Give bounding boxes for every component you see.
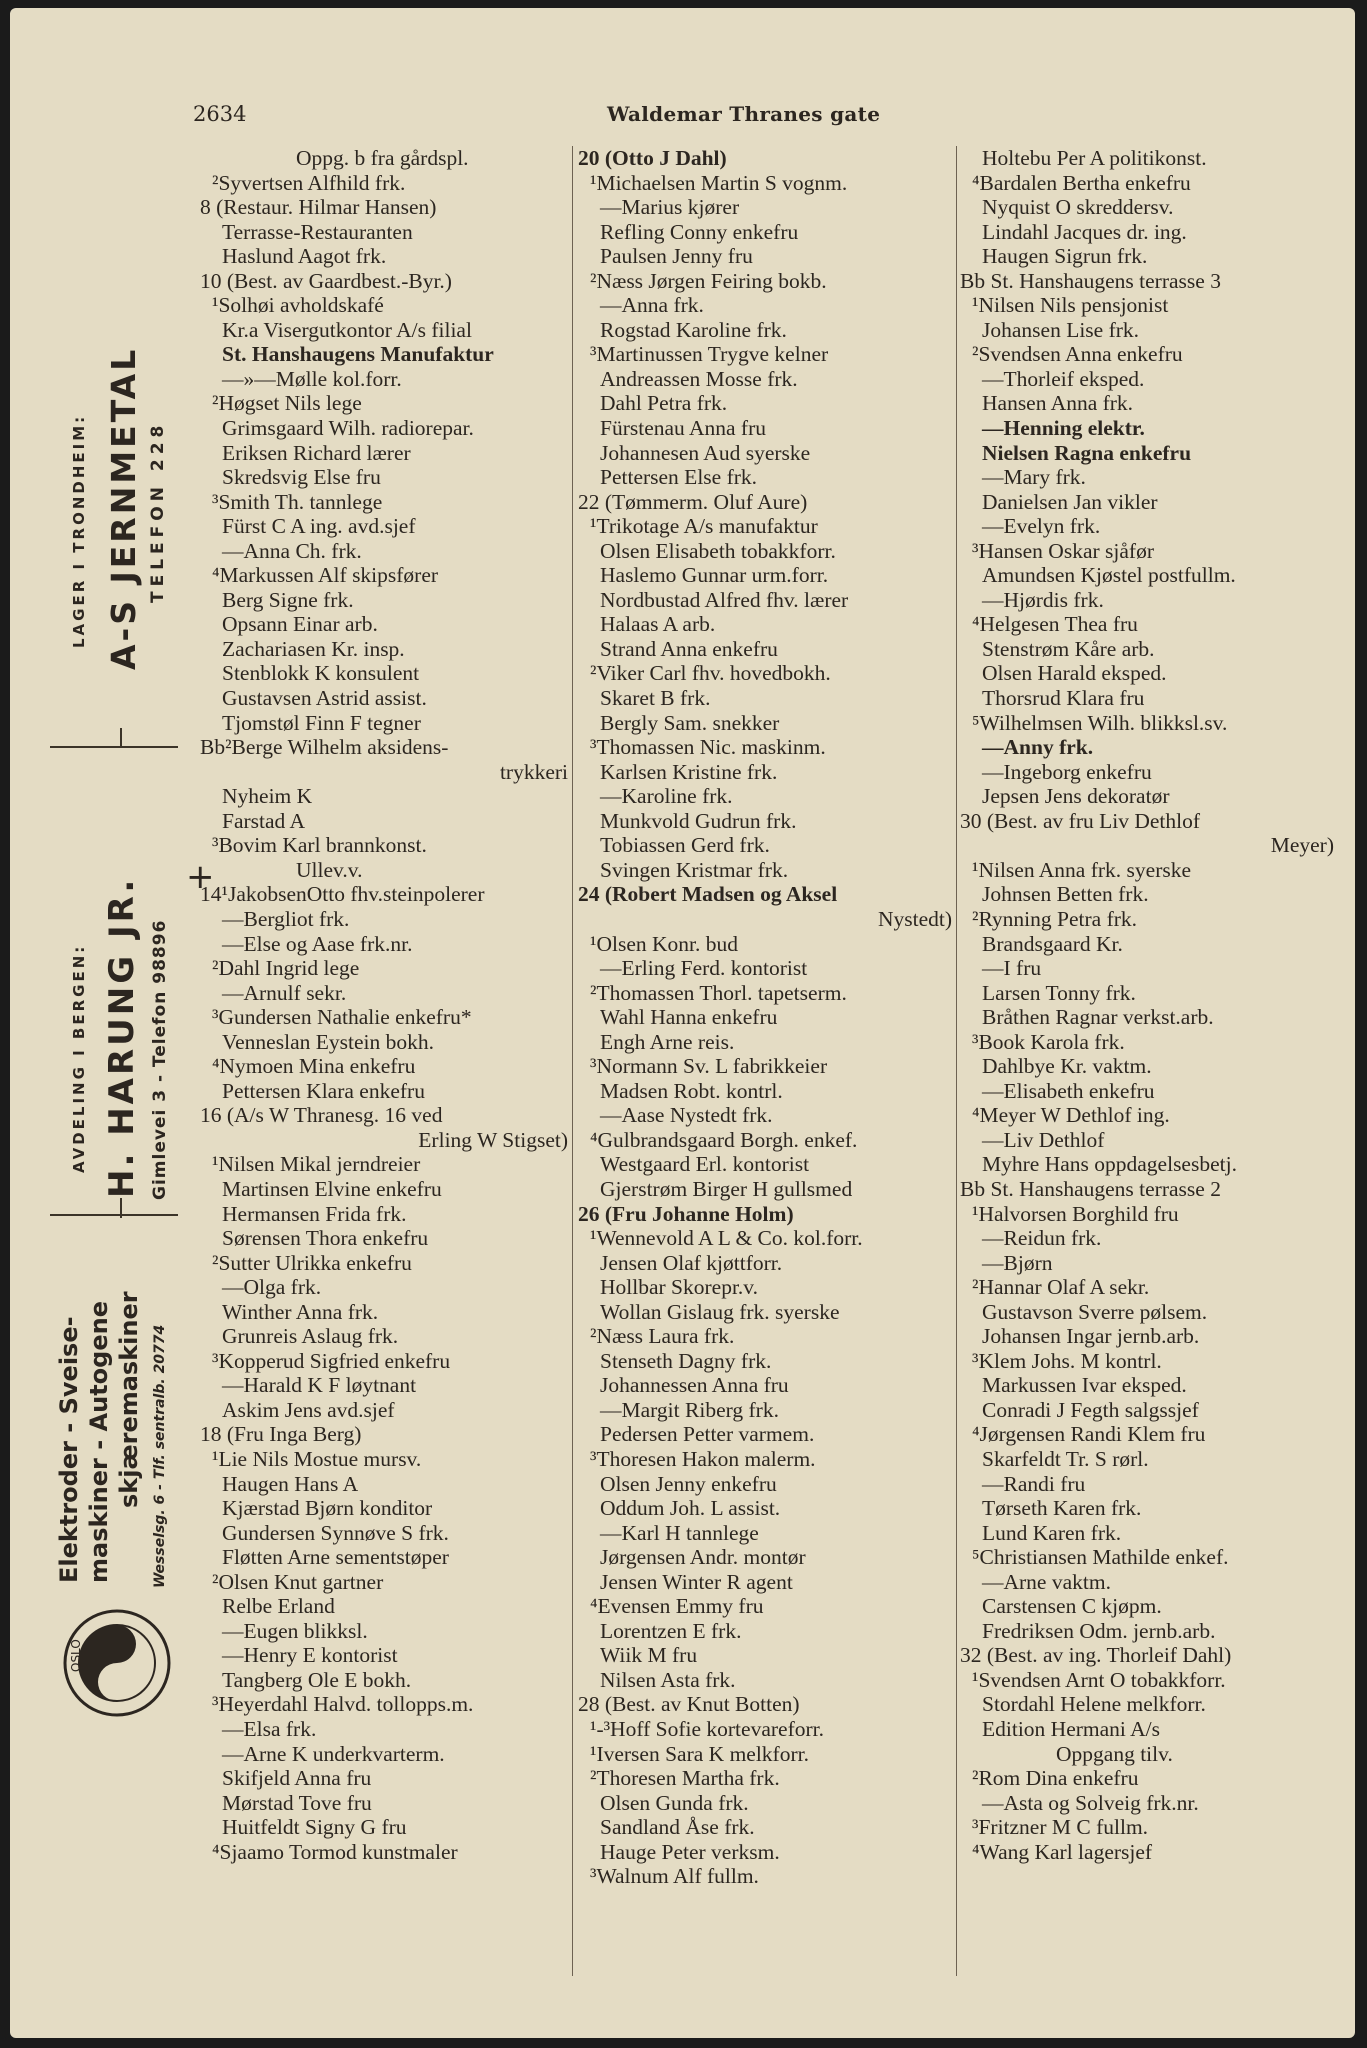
ad2-line1: AVDELING I BERGEN: bbox=[70, 943, 88, 1173]
listing-line: Thorsrud Klara fru bbox=[982, 686, 1145, 711]
listing-line: Stenstrøm Kåre arb. bbox=[982, 636, 1155, 661]
listing-line: —Anna Ch. frk. bbox=[222, 538, 362, 563]
ad-divider-tick-2 bbox=[120, 1198, 122, 1218]
listing-line: —Reidun frk. bbox=[982, 1226, 1102, 1251]
listing-line: —Eugen blikksl. bbox=[222, 1618, 368, 1643]
listing-line: Tørseth Karen frk. bbox=[982, 1496, 1142, 1521]
listing-line: ²Thoresen Martha frk. bbox=[590, 1766, 780, 1791]
listing-line: —Evelyn frk. bbox=[982, 514, 1101, 539]
listing-line: —Mary frk. bbox=[982, 465, 1086, 490]
listing-line: 30 (Best. av fru Liv Dethlof bbox=[960, 808, 1201, 833]
listing-line: Refling Conny enkefru bbox=[600, 219, 799, 244]
listing-line: Wahl Hanna enkefru bbox=[600, 1005, 778, 1030]
ad2-line2: H. HARUNG JR. bbox=[102, 876, 142, 1198]
listing-line: Olsen Jenny enkefru bbox=[600, 1471, 777, 1496]
listing-line: 8 (Restaur. Hilmar Hansen) bbox=[200, 195, 437, 220]
listing-line: —Karl H tannlege bbox=[600, 1520, 759, 1545]
listing-line: ¹Michaelsen Martin S vognm. bbox=[590, 170, 848, 195]
listing-line: ⁵Christiansen Mathilde enkef. bbox=[972, 1545, 1229, 1570]
listing-line: Westgaard Erl. kontorist bbox=[600, 1152, 810, 1177]
listing-line: —Anny frk. bbox=[982, 735, 1094, 760]
listing-line: —Karoline frk. bbox=[600, 784, 733, 809]
listing-line: —Anna frk. bbox=[600, 293, 704, 318]
listing-line: ²Viker Carl fhv. hovedbokh. bbox=[590, 661, 831, 686]
listing-line: Johannesen Aud syerske bbox=[600, 440, 811, 465]
listing-line: Nyheim K bbox=[222, 784, 313, 809]
listing-line: 32 (Best. av ing. Thorleif Dahl) bbox=[960, 1643, 1232, 1668]
listing-line: Nordbustad Alfred fhv. lærer bbox=[600, 587, 849, 612]
listing-line: Zachariasen Kr. insp. bbox=[222, 636, 405, 661]
listing-line: ³Normann Sv. L fabrikkeier bbox=[590, 1054, 828, 1079]
listing-line: Skaret B frk. bbox=[600, 686, 711, 711]
listing-line: 14¹JakobsenOtto fhv.steinpolerer bbox=[200, 882, 485, 907]
listing-line: —»—Mølle kol.forr. bbox=[222, 366, 402, 391]
listing-line: —Arnulf sekr. bbox=[222, 980, 347, 1005]
listing-line: ²Syvertsen Alfhild frk. bbox=[212, 170, 406, 195]
listing-line: Pettersen Klara enkefru bbox=[222, 1078, 425, 1103]
listing-line: —Thorleif eksped. bbox=[982, 366, 1145, 391]
ad-divider-2 bbox=[50, 1214, 178, 1216]
listing-line: —Randi fru bbox=[982, 1471, 1086, 1496]
listing-line: —Harald K F løytnant bbox=[222, 1373, 417, 1398]
listing-line: ³Thomassen Nic. maskinm. bbox=[590, 735, 826, 760]
listing-line: ¹‐³Hoff Sofie kortevareforr. bbox=[590, 1717, 824, 1741]
listing-line: ¹Nilsen Anna frk. syerske bbox=[972, 857, 1192, 882]
listing-line: ²Hannar Olaf A sekr. bbox=[972, 1275, 1150, 1300]
listing-line: Larsen Tonny frk. bbox=[982, 980, 1136, 1005]
listing-line: ²Rynning Petra frk. bbox=[972, 906, 1138, 931]
listing-line: Strand Anna enkefru bbox=[600, 636, 778, 661]
listing-line: ²Olsen Knut gartner bbox=[212, 1569, 384, 1594]
listing-line: Bb St. Hanshaugens terrasse 3 bbox=[960, 268, 1221, 293]
listing-line: ¹Nilsen Mikal jerndreier bbox=[212, 1152, 421, 1177]
listing-line: Olsen Harald eksped. bbox=[982, 661, 1167, 686]
listing-line: 20 (Otto J Dahl) bbox=[578, 146, 727, 170]
listing-line: ³Walnum Alf fullm. bbox=[590, 1864, 759, 1889]
ad1-line1: LAGER I TRONDHEIM: bbox=[70, 413, 88, 648]
listing-line: ³Book Karola frk. bbox=[972, 1029, 1125, 1054]
listing-line: ⁴Meyer W Dethlof ing. bbox=[972, 1103, 1170, 1128]
listing-line: Holtebu Per A politikonst. bbox=[982, 146, 1207, 170]
listing-line: Markussen Ivar eksped. bbox=[982, 1373, 1187, 1398]
listing-line: ³Klem Johs. M kontrl. bbox=[972, 1348, 1162, 1373]
listing-line: —Olga frk. bbox=[222, 1275, 322, 1300]
listing-line: Hansen Anna frk. bbox=[982, 391, 1134, 416]
column-rule-1 bbox=[572, 146, 573, 1976]
listing-line: Pedersen Petter varmem. bbox=[600, 1422, 815, 1447]
listing-line: —Bjørn bbox=[982, 1250, 1053, 1275]
listing-line: ⁴Helgesen Thea fru bbox=[972, 612, 1138, 637]
listing-line: Wiik M fru bbox=[600, 1643, 698, 1668]
listing-line: —Liv Dethlof bbox=[982, 1127, 1105, 1152]
listing-line: Haslemo Gunnar urm.forr. bbox=[600, 563, 829, 588]
listing-line: Johansen Lise frk. bbox=[982, 317, 1140, 342]
listing-line: ³Hansen Oskar sjåfør bbox=[972, 538, 1154, 563]
listing-line: Madsen Robt. kontrl. bbox=[600, 1078, 783, 1103]
logo-text: OSLO bbox=[69, 1639, 83, 1672]
listing-line: Hauge Peter verksm. bbox=[600, 1839, 780, 1864]
listing-line: Skarfeldt Tr. S rørl. bbox=[982, 1446, 1149, 1471]
listing-line: ¹Iversen Sara K melkforr. bbox=[590, 1741, 809, 1766]
listing-line: Mørstad Tove fru bbox=[222, 1790, 372, 1815]
listing-line: Grimsgaard Wilh. radiorepar. bbox=[222, 416, 474, 441]
listing-line: Lindahl Jacques dr. ing. bbox=[982, 219, 1187, 244]
listing-line: Edition Hermani A/s bbox=[982, 1717, 1160, 1741]
listing-line: Bb²Berge Wilhelm aksidens- bbox=[200, 735, 449, 760]
listing-line: ⁴Jørgensen Randi Klem fru bbox=[972, 1422, 1206, 1447]
listing-line: Fürst C A ing. avd.sjef bbox=[222, 514, 416, 539]
listing-line: Karlsen Kristine frk. bbox=[600, 759, 778, 784]
listing-line: Engh Arne reis. bbox=[600, 1029, 735, 1054]
listing-line: —Bergliot frk. bbox=[222, 906, 350, 931]
listing-line: 26 (Fru Johanne Holm) bbox=[578, 1201, 794, 1226]
listing-line: ²Thomassen Thorl. tapetserm. bbox=[590, 980, 847, 1005]
listing-line: Lund Karen frk. bbox=[982, 1520, 1122, 1545]
listing-line: —Erling Ferd. kontorist bbox=[600, 956, 808, 981]
listing-line: Kr.a Visergutkontor A/s filial bbox=[222, 317, 472, 342]
esab-logo-icon bbox=[62, 1608, 172, 1718]
ad-divider bbox=[50, 746, 178, 748]
listing-line: Nielsen Ragna enkefru bbox=[982, 440, 1192, 465]
listing-line: 28 (Best. av Knut Botten) bbox=[578, 1692, 800, 1717]
listing-line: Terrasse-Restauranten bbox=[222, 219, 413, 244]
listing-line: Eriksen Richard lærer bbox=[222, 440, 411, 465]
listing-line: —Ingeborg enkefru bbox=[982, 759, 1152, 784]
listing-line: Dahl Petra frk. bbox=[600, 391, 728, 416]
listing-line: Relbe Erland bbox=[222, 1594, 335, 1619]
listing-line: ⁴Evensen Emmy fru bbox=[590, 1594, 764, 1619]
listing-line: —Elsa frk. bbox=[222, 1717, 317, 1741]
listing-line: Oppgang tilv. bbox=[1056, 1741, 1173, 1766]
listing-line: —Asta og Solveig frk.nr. bbox=[982, 1790, 1199, 1815]
listing-line: ³Fritzner M C fullm. bbox=[972, 1815, 1149, 1840]
listing-line: Hollbar Skorepr.v. bbox=[600, 1275, 759, 1300]
listing-line: ¹Nilsen Nils pensjonist bbox=[972, 293, 1169, 318]
listing-line: ⁴Markussen Alf skipsfører bbox=[212, 563, 439, 588]
listing-line: Fredriksen Odm. jernb.arb. bbox=[982, 1618, 1216, 1643]
listing-line: ³Martinussen Trygve kelner bbox=[590, 342, 829, 367]
listing-line: ¹Svendsen Arnt O tobakkforr. bbox=[972, 1667, 1226, 1692]
listing-line: Askim Jens avd.sjef bbox=[222, 1397, 395, 1422]
listing-line: 22 (Tømmerm. Oluf Aure) bbox=[578, 489, 808, 514]
page-title: Waldemar Thranes gate bbox=[607, 102, 881, 126]
listing-line: Carstensen C kjøpm. bbox=[982, 1594, 1162, 1619]
listing-line: Johansen Ingar jernb.arb. bbox=[982, 1324, 1200, 1349]
listing-line: Wollan Gislaug frk. syerske bbox=[600, 1299, 840, 1324]
listing-line: ¹Solhøi avholdskafé bbox=[212, 293, 384, 318]
listing-line: Oppg. b fra gårdspl. bbox=[296, 146, 469, 170]
listing-line: Jørgensen Andr. montør bbox=[600, 1545, 806, 1570]
listing-line: Martinsen Elvine enkefru bbox=[222, 1176, 442, 1201]
listing-line: Olsen Gunda frk. bbox=[600, 1790, 749, 1815]
listing-line: Bergly Sam. snekker bbox=[600, 710, 780, 735]
listing-line: Amundsen Kjøstel postfullm. bbox=[982, 563, 1236, 588]
listing-line: Olsen Elisabeth tobakkforr. bbox=[600, 538, 836, 563]
listing-line: Nyquist O skreddersv. bbox=[982, 195, 1174, 220]
listing-line: Stordahl Helene melkforr. bbox=[982, 1692, 1206, 1717]
column-3 bbox=[960, 146, 1338, 1864]
listing-line: Fürstenau Anna fru bbox=[600, 416, 766, 441]
listing-line: Berg Signe frk. bbox=[222, 587, 354, 612]
listing-line: Jensen Olaf kjøttforr. bbox=[600, 1250, 783, 1275]
listing-line: ³Smith Th. tannlege bbox=[212, 489, 383, 514]
listing-line: Fløtten Arne sementstøper bbox=[222, 1545, 449, 1570]
listing-line: Erling W Stigset) bbox=[418, 1127, 568, 1152]
listing-line: Nilsen Asta frk. bbox=[600, 1667, 736, 1692]
listing-line: Nystedt) bbox=[877, 906, 952, 931]
listing-line: Huitfeldt Signy G fru bbox=[222, 1815, 407, 1840]
listing-line: ²Rom Dina enkefru bbox=[972, 1766, 1139, 1791]
ad2-line3: Gimlevei 3 - Telefon 98896 bbox=[150, 919, 170, 1200]
listing-line: Bb St. Hanshaugens terrasse 2 bbox=[960, 1176, 1221, 1201]
listing-line: —Hjørdis frk. bbox=[982, 587, 1104, 612]
listing-line: ¹Halvorsen Borghild fru bbox=[972, 1201, 1179, 1226]
listing-line: 10 (Best. av Gaardbest.-Byr.) bbox=[200, 268, 452, 293]
listing-line: —Elisabeth enkefru bbox=[982, 1078, 1155, 1103]
listing-line: Munkvold Gudrun frk. bbox=[600, 808, 797, 833]
listing-line: Haugen Hans A bbox=[222, 1471, 359, 1496]
listing-line: ²Dahl Ingrid lege bbox=[212, 956, 360, 981]
listing-line: Skredsvig Else fru bbox=[222, 465, 381, 490]
listing-line: ²Næss Laura frk. bbox=[590, 1324, 735, 1349]
listing-line: Sandland Åse frk. bbox=[600, 1815, 755, 1840]
column-1 bbox=[200, 146, 572, 1864]
listing-line: 18 (Fru Inga Berg) bbox=[200, 1422, 362, 1447]
ad3-line3: skjæremaskiner bbox=[115, 1291, 143, 1508]
listing-line: Tobiassen Gerd frk. bbox=[600, 833, 770, 858]
listing-line: Hermansen Frida frk. bbox=[222, 1201, 407, 1226]
listing-line: 24 (Robert Madsen og Aksel bbox=[578, 882, 838, 907]
listing-line: Pettersen Else frk. bbox=[600, 465, 758, 490]
listing-line: Conradi J Fegth salgssjef bbox=[982, 1397, 1199, 1422]
listing-line: Lorentzen E frk. bbox=[600, 1618, 742, 1643]
listing-line: —Aase Nystedt frk. bbox=[600, 1103, 773, 1128]
listing-line: Haslund Aagot frk. bbox=[222, 244, 387, 269]
listing-line: Stenblokk K konsulent bbox=[222, 661, 420, 686]
listing-line: —Arne vaktm. bbox=[982, 1569, 1111, 1594]
listing-line: Sørensen Thora enkefru bbox=[222, 1226, 429, 1251]
listing-line: Paulsen Jenny fru bbox=[600, 244, 753, 269]
listing-line: Bråthen Ragnar verkst.arb. bbox=[982, 1005, 1214, 1030]
page-number: 2634 bbox=[193, 102, 247, 126]
listing-line: Gustavson Sverre pølsem. bbox=[982, 1299, 1208, 1324]
listing-line: —Henning elektr. bbox=[982, 416, 1145, 441]
listing-line: ⁵Wilhelmsen Wilh. blikksl.sv. bbox=[972, 710, 1228, 735]
listing-line: Halaas A arb. bbox=[600, 612, 716, 637]
listing-line: ¹Olsen Konr. bud bbox=[590, 931, 738, 956]
listing-line: —Arne K underkvarterm. bbox=[222, 1741, 445, 1766]
listing-line: Jepsen Jens dekoratør bbox=[982, 784, 1170, 809]
listing-line: ³Thoresen Hakon malerm. bbox=[590, 1446, 816, 1471]
ad-divider-tick bbox=[120, 728, 122, 748]
listing-line: 16 (A/s W Thranesg. 16 ved bbox=[200, 1103, 443, 1128]
directory-page bbox=[10, 8, 1355, 2038]
listing-line: Tangberg Ole E bokh. bbox=[222, 1667, 412, 1692]
listing-line: Brandsgaard Kr. bbox=[982, 931, 1123, 956]
listing-line: ⁴Sjaamo Tormod kunstmaler bbox=[212, 1839, 458, 1864]
ad3-line2: maskiner - Autogene bbox=[85, 1301, 113, 1583]
column-rule-2 bbox=[956, 146, 957, 1976]
listing-line: ¹Wennevold A L & Co. kol.forr. bbox=[590, 1226, 863, 1251]
listing-line: —Else og Aase frk.nr. bbox=[222, 931, 413, 956]
listing-line: ¹Lie Nils Mostue mursv. bbox=[212, 1446, 422, 1471]
listing-line: Ullev.v. bbox=[296, 857, 363, 882]
listing-line: Skifjeld Anna fru bbox=[222, 1766, 372, 1791]
listing-line: ³Gundersen Nathalie enkefru* bbox=[212, 1005, 472, 1030]
listing-line: ³Bovim Karl brannkonst. bbox=[212, 833, 427, 858]
listing-line: —I fru bbox=[982, 956, 1042, 981]
listing-line: Grunreis Aslaug frk. bbox=[222, 1324, 399, 1349]
listing-line: ⁴Wang Karl lagersjef bbox=[972, 1839, 1153, 1864]
ad3-line1: Elektroder - Sveise- bbox=[55, 1316, 83, 1583]
listing-line: Gundersen Synnøve S frk. bbox=[222, 1520, 449, 1545]
listing-line: trykkeri bbox=[499, 759, 568, 784]
listing-line: Tjomstøl Finn F tegner bbox=[222, 710, 421, 735]
ad3-line4: Wesselsg. 6 - Tlf. sentralb. 20774 bbox=[152, 1324, 168, 1588]
listing-line: Danielsen Jan vikler bbox=[982, 489, 1158, 514]
listing-line: Farstad A bbox=[222, 808, 306, 833]
listing-line: ²Svendsen Anna enkefru bbox=[972, 342, 1183, 367]
listing-line: Meyer) bbox=[1270, 833, 1334, 858]
listing-line: ⁴Bardalen Bertha enkefru bbox=[972, 170, 1191, 195]
listing-line: Johannessen Anna fru bbox=[600, 1373, 789, 1398]
listing-line: Andreassen Mosse frk. bbox=[600, 366, 798, 391]
listing-line: Jensen Winter R agent bbox=[600, 1569, 793, 1594]
listing-line: Opsann Einar arb. bbox=[222, 612, 378, 637]
listing-line: —Marius kjører bbox=[600, 195, 740, 220]
listing-line: ¹Trikotage A/s manufaktur bbox=[590, 514, 818, 539]
listing-line: Oddum Joh. L assist. bbox=[600, 1496, 781, 1521]
listing-line: ⁴Gulbrandsgaard Borgh. enkef. bbox=[590, 1127, 858, 1152]
listing-line: Haugen Sigrun frk. bbox=[982, 244, 1148, 269]
listing-line: Stenseth Dagny frk. bbox=[600, 1348, 772, 1373]
ad1-line3: TELEFON 228 bbox=[148, 420, 168, 603]
listing-line: ³Kopperud Sigfried enkefru bbox=[212, 1348, 451, 1373]
listing-line: Myhre Hans oppdagelsesbetj. bbox=[982, 1152, 1237, 1177]
listing-line: St. Hanshaugens Manufaktur bbox=[222, 342, 494, 367]
listing-line: Dahlbye Kr. vaktm. bbox=[982, 1054, 1152, 1079]
column-2 bbox=[578, 146, 956, 1889]
listing-line: Rogstad Karoline frk. bbox=[600, 317, 787, 342]
listing-line: —Henry E kontorist bbox=[222, 1643, 398, 1668]
listing-line: ³Heyerdahl Halvd. tollopps.m. bbox=[212, 1692, 474, 1717]
listing-line: —Margit Riberg frk. bbox=[600, 1397, 779, 1422]
listing-line: ²Næss Jørgen Feiring bokb. bbox=[590, 268, 827, 293]
listing-line: Kjærstad Bjørn konditor bbox=[222, 1496, 433, 1521]
ad1-line2: A-S JERNMETAL bbox=[104, 346, 143, 670]
listing-line: Winther Anna frk. bbox=[222, 1299, 379, 1324]
listing-line: Johnsen Betten frk. bbox=[982, 882, 1149, 907]
listing-line: ²Høgset Nils lege bbox=[212, 391, 362, 416]
listing-line: Svingen Kristmar frk. bbox=[600, 857, 789, 882]
listing-line: ⁴Nymoen Mina enkefru bbox=[212, 1054, 416, 1079]
listing-line: Gustavsen Astrid assist. bbox=[222, 686, 427, 711]
listing-line: ²Sutter Ulrikka enkefru bbox=[212, 1250, 412, 1275]
cross-mark: + bbox=[186, 857, 215, 897]
listing-line: Gjerstrøm Birger H gullsmed bbox=[600, 1176, 853, 1201]
listing-line: Venneslan Eystein bokh. bbox=[222, 1029, 434, 1054]
